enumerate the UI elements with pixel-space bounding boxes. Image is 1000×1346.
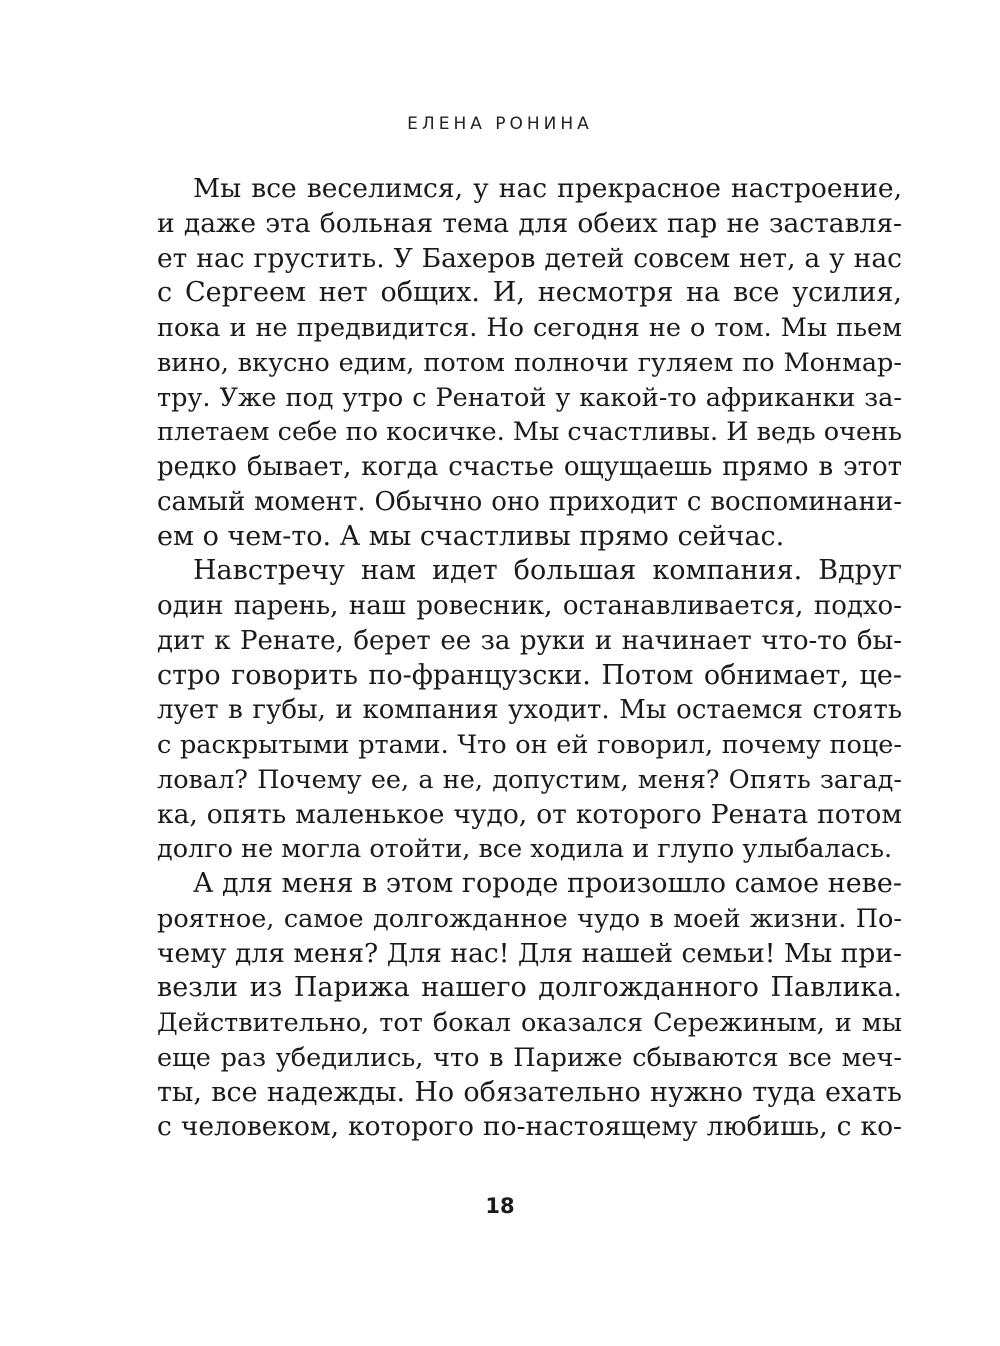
text-line: ка, опять маленькое чудо, от которого Рената потом (157, 798, 902, 830)
text-line: А для меня в этом городе произошло самое неве- (193, 868, 902, 899)
text-line: стро говорить по-французски. Потом обнимает, це- (157, 659, 902, 691)
text-line: ет нас грустить. У Бахеров детей совсем нет, а у нас (157, 242, 902, 274)
text-line: везли из Парижа нашего долгожданного Павлика. (157, 972, 902, 1004)
text-line: тру. Уже под утро с Ренатой у какой-то африканки за- (157, 382, 902, 413)
paragraph (157, 554, 902, 867)
paragraph (157, 172, 902, 554)
text-line: пока и не предвидится. Но сегодня не о том. Мы пьем (157, 313, 902, 343)
text-line: и даже эта больная тема для обеих пар не заставля- (157, 207, 902, 239)
text-line: Навстречу нам идет большая компания. Вдруг (193, 555, 902, 587)
text-line: еще раз убедились, что в Париже сбываются все меч- (157, 1042, 902, 1073)
text-line: самый момент. Обычно оно приходит с воспоминани- (157, 486, 902, 517)
running-head: ЕЛЕНА РОНИНА (407, 114, 593, 134)
text-line: один парень, наш ровесник, останавливается, подхо- (157, 591, 902, 621)
text-line: ты, все надежды. Но обязательно нужно туда ехать (157, 1076, 902, 1108)
text-line: Мы все веселимся, у нас прекрасное настроение, (193, 173, 902, 204)
text-line: редко бывает, когда счастье ощущаешь прямо в этот (157, 452, 902, 482)
text-line: с Сергеем нет общих. И, несмотря на все усилия, (157, 277, 902, 309)
text-line: с человеком, которого по-настоящему любишь, с ко- (157, 1111, 902, 1143)
text-line: дит к Ренате, берет ее за руки и начинает что-то бы- (157, 625, 902, 656)
paragraph (157, 867, 902, 1145)
text-line: долго не могла отойти, все ходила и глупо улыбалась. (157, 834, 893, 865)
text-line: с раскрытыми ртами. Что он ей говорил, почему поце- (157, 730, 902, 760)
body-text (157, 172, 902, 1145)
page-number: 18 (485, 1194, 515, 1218)
text-line: роятное, самое долгожданное чудо в моей жизни. По- (157, 903, 902, 934)
text-line: Действительно, тот бокал оказался Сережиным, и мы (157, 1008, 902, 1038)
text-line: чему для меня? Для нас! Для нашей семьи! Мы при- (157, 937, 902, 969)
text-line: ловал? Почему ее, а не, допустим, меня? Опять загад- (157, 764, 902, 795)
text-line: лует в губы, и компания уходит. Мы остаемся стоять (157, 695, 902, 726)
text-line: вино, вкусно едим, потом полночи гуляем по Монмар- (157, 347, 902, 378)
text-line: ем о чем-то. А мы счастливы прямо сейчас. (157, 520, 785, 552)
text-line: плетаем себе по косичке. Мы счастливы. И ведь очень (157, 417, 902, 448)
